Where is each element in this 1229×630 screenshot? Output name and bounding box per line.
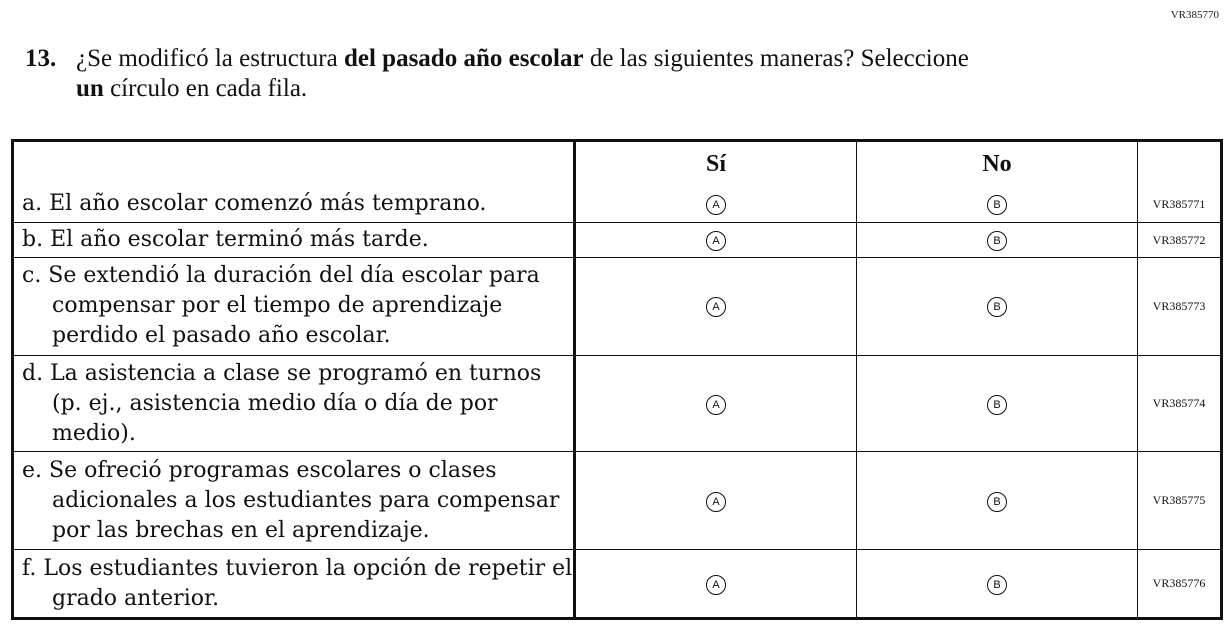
row-code: VR385771 xyxy=(1138,186,1220,223)
table-row xyxy=(14,258,1220,356)
row-code: VR385775 xyxy=(1138,452,1220,550)
yes-option-radio[interactable]: A xyxy=(706,492,726,512)
question-text-part1: ¿Se modificó la estructura xyxy=(76,45,344,72)
row-code: VR385776 xyxy=(1152,576,1206,591)
table-row xyxy=(14,223,1220,257)
yes-option-radio[interactable]: A xyxy=(706,575,726,595)
row-label: f. Los estudiantes tuvieron la opción de repetir el grado anterior. xyxy=(14,550,576,617)
no-option-radio[interactable]: B xyxy=(987,575,1007,595)
question-number: 13. xyxy=(25,45,57,72)
table-row xyxy=(14,550,1220,617)
row-code: VR385774 xyxy=(1138,356,1220,453)
no-option-radio[interactable]: B xyxy=(987,297,1007,317)
row-label: b. El año escolar terminó más tarde. xyxy=(14,223,576,257)
yes-option-radio[interactable]: A xyxy=(706,195,726,215)
question-text-emphasis: del pasado año escolar xyxy=(343,45,584,72)
table-row xyxy=(14,356,1220,453)
question-text-emphasis-2: un xyxy=(76,75,104,102)
question-text-part3: círculo en cada fila. xyxy=(103,75,308,102)
question-text xyxy=(76,44,1175,104)
question-prompt xyxy=(25,44,1175,104)
table-row xyxy=(14,186,1220,223)
header-item-column xyxy=(14,142,576,186)
header-no: No xyxy=(857,142,1138,186)
no-option-radio[interactable]: B xyxy=(987,195,1007,215)
yes-option-radio[interactable]: A xyxy=(706,231,726,251)
no-option-radio[interactable]: B xyxy=(987,395,1007,415)
yes-option-radio[interactable]: A xyxy=(706,297,726,317)
row-label: c. Se extendió la duración del día escolar para compensar por el tiempo de aprendizaje perdido el pasado año escolar. xyxy=(14,258,576,356)
row-label: d. La asistencia a clase se programó en turnos (p. ej., asistencia medio día o día de por medio). xyxy=(14,356,576,453)
question-text-part2: de las siguientes maneras? Seleccione xyxy=(583,45,969,72)
row-code: VR385773 xyxy=(1138,258,1220,356)
response-table xyxy=(11,139,1223,620)
yes-option-radio[interactable]: A xyxy=(706,395,726,415)
row-label: a. El año escolar comenzó más temprano. xyxy=(14,186,576,223)
no-option-radio[interactable]: B xyxy=(987,231,1007,251)
document-code: VR385770 xyxy=(1170,9,1219,21)
row-code: VR385772 xyxy=(1138,223,1220,257)
table-header-row xyxy=(14,142,1220,186)
table-row xyxy=(14,452,1220,550)
header-yes: Sí xyxy=(576,142,857,186)
row-label: e. Se ofreció programas escolares o clases adicionales a los estudiantes para compensar por las brechas en el aprendizaje. xyxy=(14,452,576,550)
no-option-radio[interactable]: B xyxy=(987,492,1007,512)
header-code-column xyxy=(1138,142,1220,186)
